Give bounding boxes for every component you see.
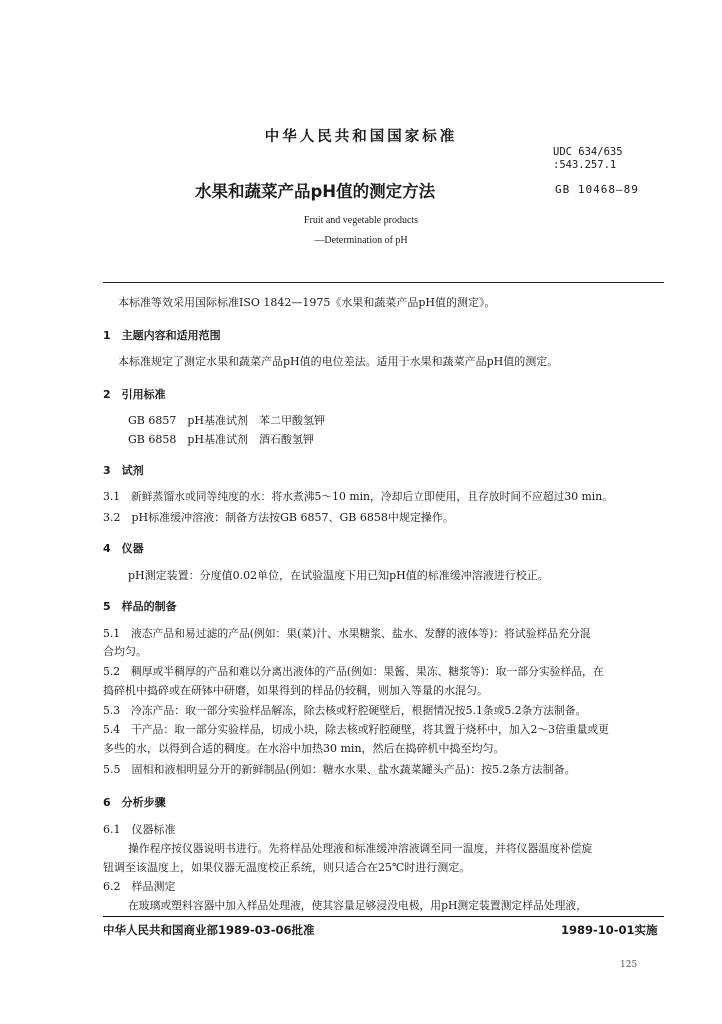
- section-6-1-continued: 钮调至该温度上，如果仪器无温度校正系统，则只适合在25℃时进行测定。: [103, 861, 471, 874]
- section-3-1: 3.1 新鲜蒸馏水或同等纯度的水：将水煮沸5～10 min，冷却后立即使用，且存放时间不应超过30 min。: [103, 490, 613, 503]
- section-5-5: 5.5 固相和液相明显分开的新鲜制品(例如：糖水水果、盐水蔬菜罐头产品)：按5.2条方法制备。: [103, 763, 576, 776]
- intro-paragraph: 本标准等效采用国际标准ISO 1842—1975《水果和蔬菜产品pH值的测定》。: [118, 296, 496, 309]
- section-5-1-continued: 合均匀。: [103, 645, 147, 658]
- header-divider: [103, 282, 664, 283]
- section-5-1: 5.1 液态产品和易过滤的产品(例如：果(菜)汁、水果糖浆、盐水、发酵的液体等)：将试验样品充分混: [103, 627, 591, 640]
- section-1-heading: 1 主题内容和适用范围: [103, 329, 221, 342]
- section-5-4: 5.4 干产品：取一部分实验样品，切成小块，除去核或籽腔硬壁，将其置于烧杯中，加入2～3倍重量或更: [103, 723, 609, 736]
- section-5-heading: 5 样品的制备: [103, 600, 177, 613]
- section-5-4-continued: 多些的水，以得到合适的稠度。在水浴中加热30 min，然后在捣碎机中捣至均匀。: [103, 742, 505, 755]
- section-5-2-continued: 捣碎机中捣碎或在研钵中研磨，如果得到的样品仍较稠，则加入等量的水混匀。: [103, 684, 488, 697]
- implementation-date: 1989-10-01实施: [561, 923, 658, 937]
- english-title-line2: —Determination of pH: [314, 235, 408, 246]
- section-6-2-text: 在玻璃或塑料容器中加入样品处理液，使其容量足够浸没电极，用pH测定装置测定样品处理液，: [128, 899, 587, 912]
- udc-code-continued: :543.257.1: [553, 159, 617, 171]
- national-standard-header: 中华人民共和国国家标准: [264, 129, 458, 145]
- section-5-3: 5.3 冷冻产品：取一部分实验样品解冻，除去核或籽腔硬壁后，根据情况按5.1条或5.2条方法制备。: [103, 704, 587, 717]
- section-6-heading: 6 分析步骤: [103, 796, 166, 809]
- section-4-heading: 4 仪器: [103, 542, 144, 555]
- section-3-heading: 3 试剂: [103, 464, 144, 477]
- approval-date: 中华人民共和国商业部1989-03-06批准: [103, 923, 315, 937]
- document-title: 水果和蔬菜产品pH值的测定方法: [195, 182, 436, 201]
- reference-gb6857: GB 6857 pH基准试剂 苯二甲酸氢钾: [128, 414, 325, 427]
- section-6-2-heading: 6.2 样品测定: [103, 880, 176, 893]
- section-6-1-heading: 6.1 仪器标准: [103, 823, 176, 836]
- reference-gb6858: GB 6858 pH基准试剂 酒石酸氢钾: [128, 433, 314, 446]
- english-title-line1: Fruit and vegetable products: [303, 215, 419, 226]
- section-1-text: 本标准规定了测定水果和蔬菜产品pH值的电位差法。适用于水果和蔬菜产品pH值的测定。: [118, 355, 559, 368]
- page-number: 125: [620, 960, 638, 970]
- udc-code: UDC 634/635: [553, 146, 623, 158]
- section-6-1-text: 操作程序按仪器说明书进行。先将样品处理液和标准缓冲溶液调至同一温度，并将仪器温度补偿旋: [128, 842, 593, 855]
- section-5-2: 5.2 稠厚或半稠厚的产品和难以分离出液体的产品(例如：果酱、果冻、糖浆等)：取一部分实验样品，在: [103, 665, 604, 678]
- section-2-heading: 2 引用标准: [103, 388, 166, 401]
- gb-number: GB 10468—89: [555, 183, 639, 196]
- footer-divider: [103, 916, 664, 917]
- section-4-text: pH测定装置：分度值0.02单位，在试验温度下用已知pH值的标准缓冲溶液进行校正。: [128, 569, 549, 582]
- section-3-2: 3.2 pH标准缓冲溶液：制备方法按GB 6857、GB 6858中规定操作。: [103, 511, 454, 524]
